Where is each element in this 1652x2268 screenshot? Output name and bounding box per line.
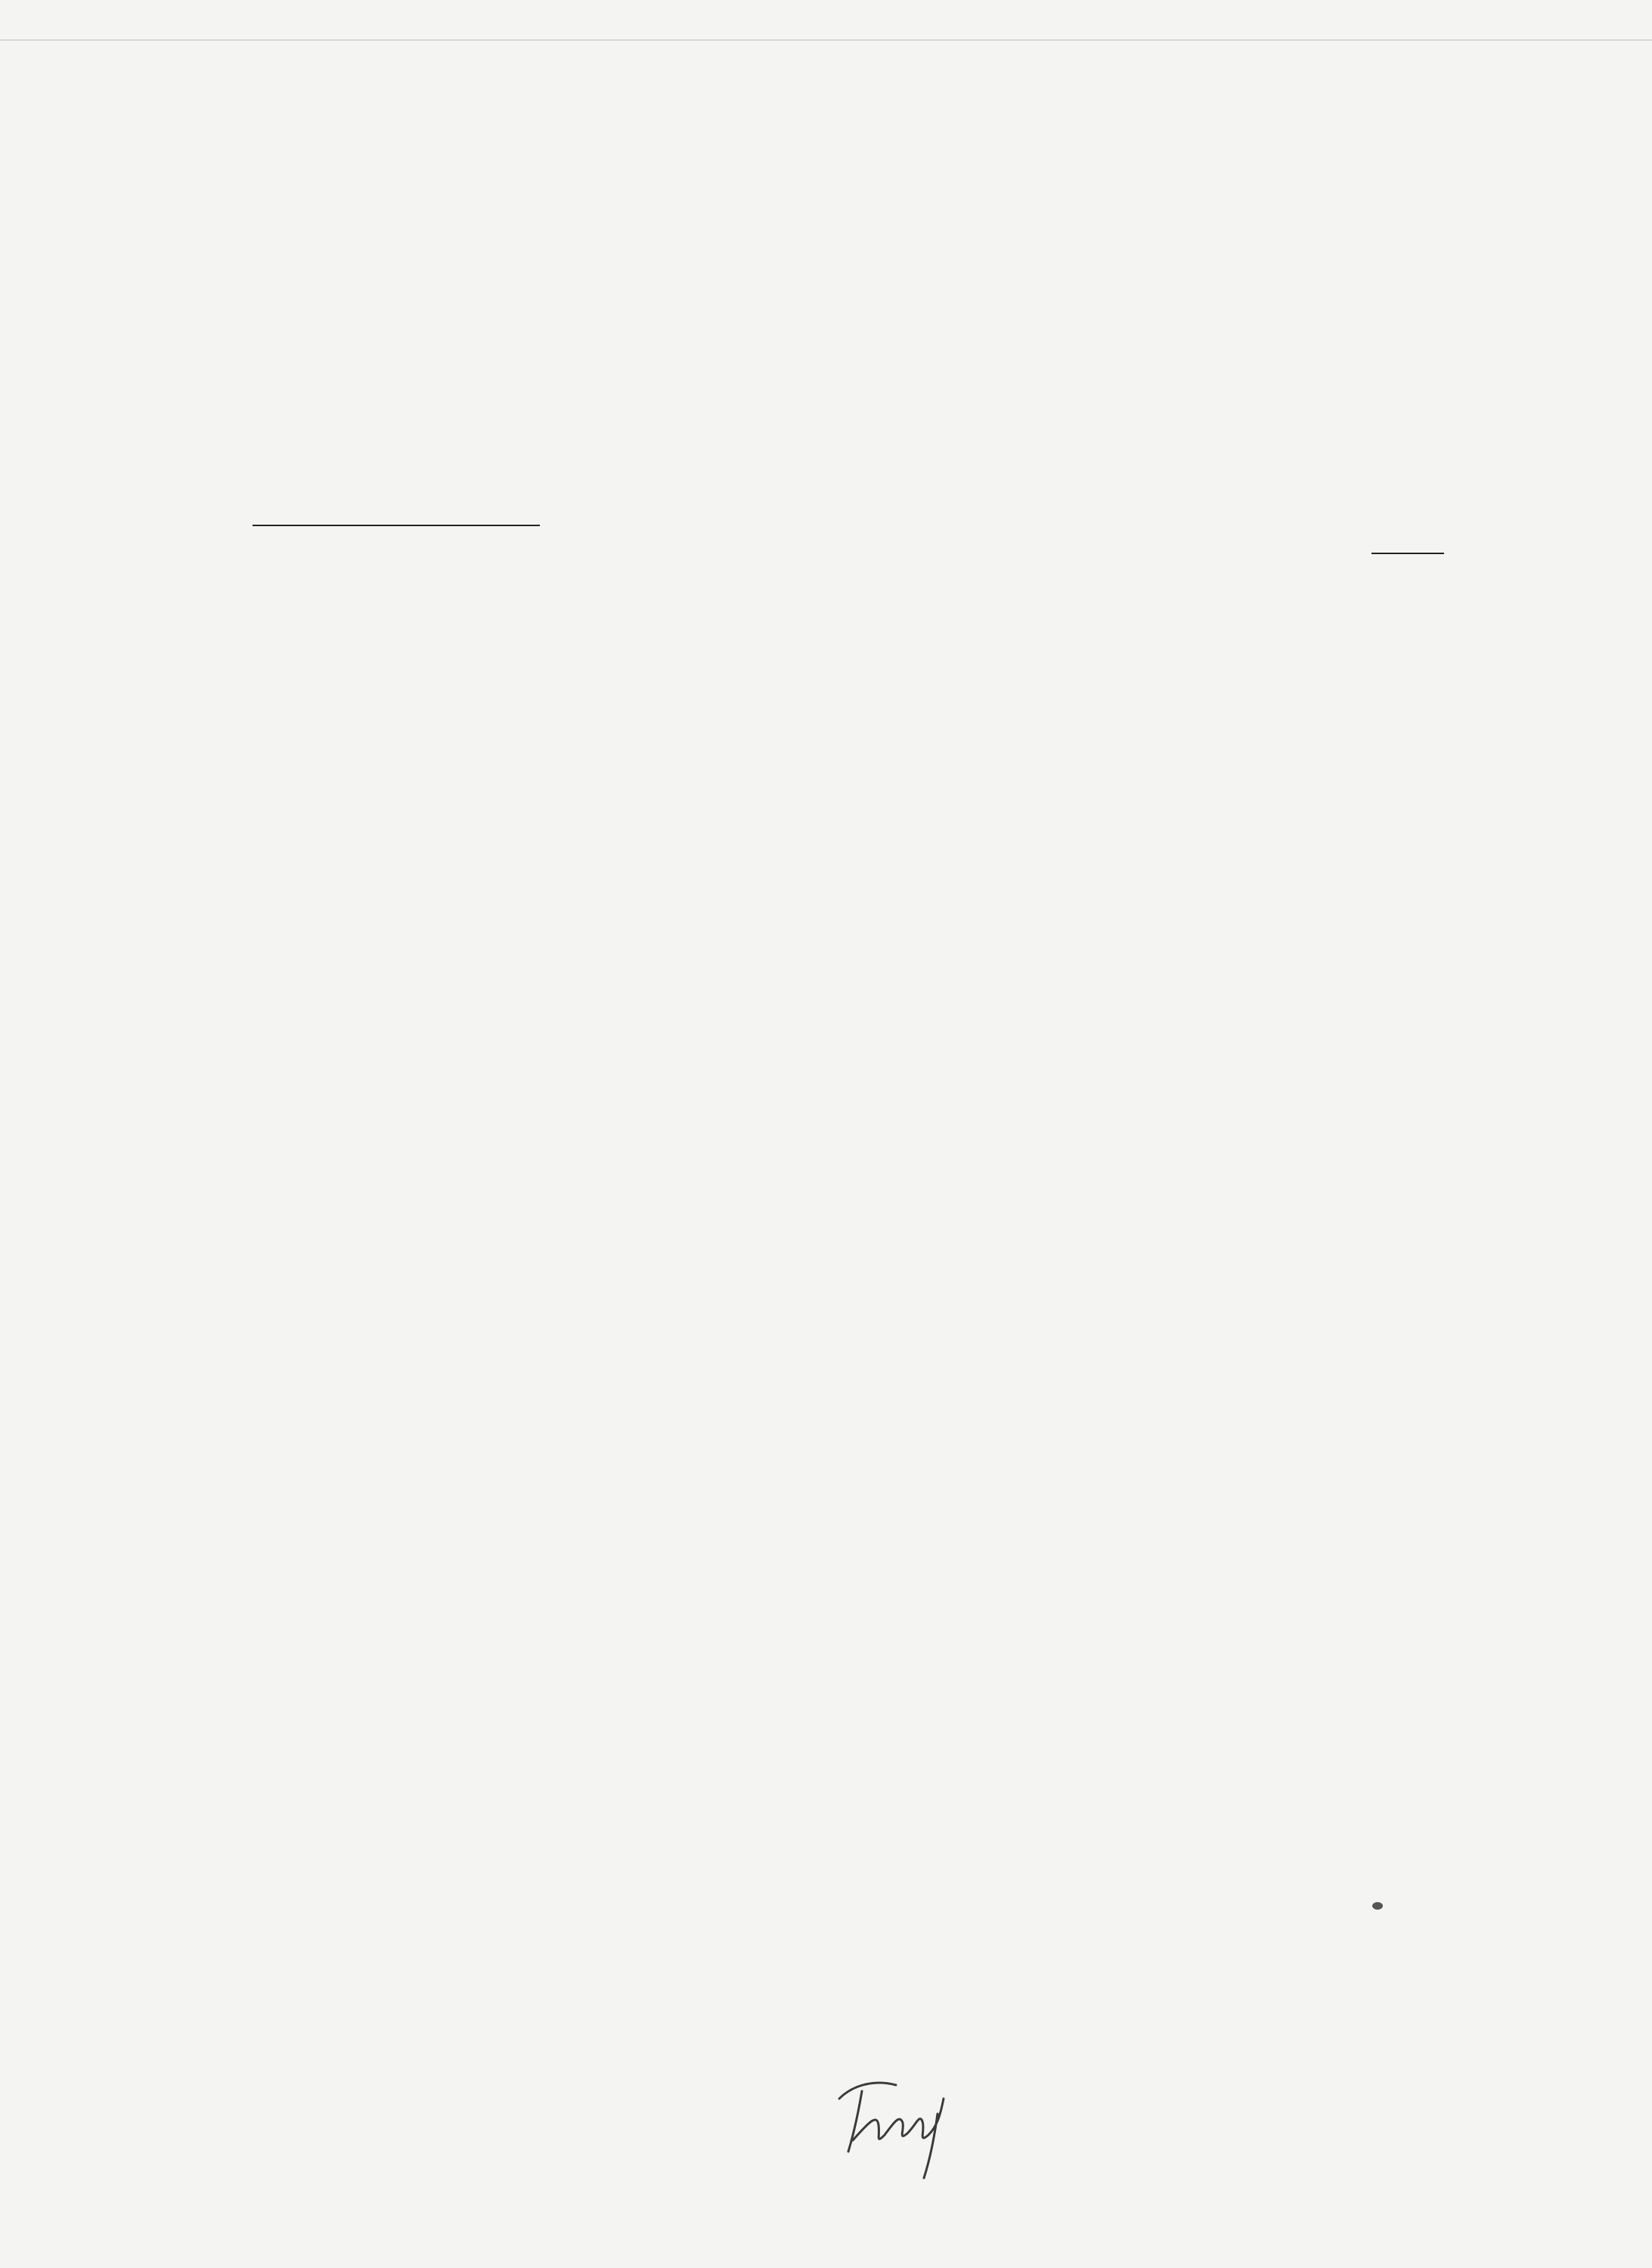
handwritten-signature (824, 2068, 960, 2182)
document-number (1367, 522, 1444, 562)
ink-speck (1372, 1902, 1383, 1910)
document-date (253, 523, 540, 526)
scan-edge (0, 39, 1652, 41)
document-title (0, 386, 1652, 442)
number-value (1372, 553, 1444, 554)
